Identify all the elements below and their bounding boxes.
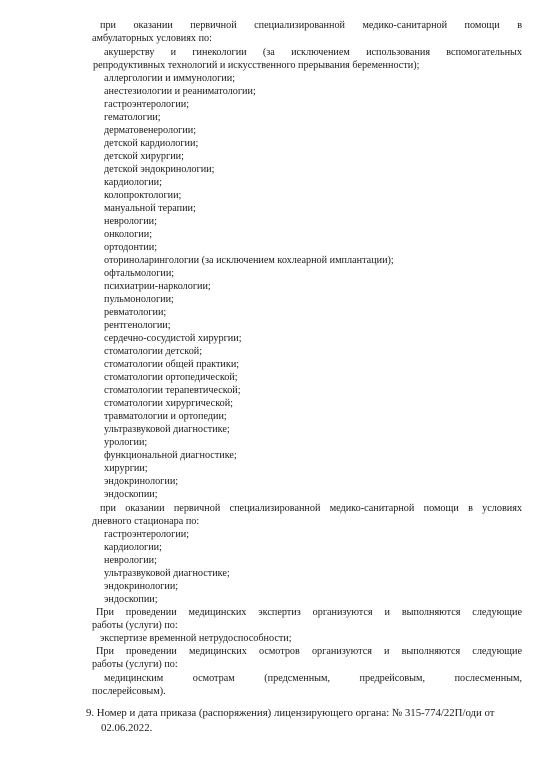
text-line: работы (услуги) по: [92,659,178,670]
text-line: стоматологии детской; [104,346,203,357]
text-line: колопроктологии; [104,190,182,201]
text-line: работы (услуги) по: [92,620,178,631]
text-line: при оказании первичной специализированной медико-санитарной помощи в [100,20,522,31]
text-line: эндоскопии; [104,594,158,605]
text-line: эндокринологии; [104,476,179,487]
text-line: ортодонтии; [104,242,158,253]
text-line: гастроэнтерологии; [104,529,190,540]
text-line: рентгенологии; [104,320,171,331]
text-line: амбулаторных условиях по: [92,33,212,44]
text-line: стоматологии ортопедической; [104,372,238,383]
text-line: медицинским осмотрам (предсменным, предрейсовым, послесменным, [104,673,522,684]
text-line: кардиологии; [104,542,162,553]
text-line: сердечно-сосудистой хирургии; [104,333,242,344]
text-line: гастроэнтерологии; [104,99,190,110]
text-line: психиатрии-наркологии; [104,281,211,292]
text-line: детской хирургии; [104,151,184,162]
text-line: офтальмологии; [104,268,175,279]
text-line: функциональной диагностике; [104,450,237,461]
text-line: кардиологии; [104,177,162,188]
text-line: оториноларингологии (за исключением кохлеарной имплантации); [104,255,394,266]
text-line: 02.06.2022. [101,722,153,734]
text-line: При проведении медицинских экспертиз организуются и выполняются следующие [96,607,522,618]
text-line: эндокринологии; [104,581,179,592]
text-line: эндоскопии; [104,489,158,500]
text-line: дерматовенерологии; [104,125,197,136]
text-line: хирургии; [104,463,148,474]
text-line: ультразвуковой диагностике; [104,568,230,579]
text-line: мануальной терапии; [104,203,196,214]
text-line: акушерству и гинекологии (за исключением использования вспомогательных [104,47,522,58]
text-line: стоматологии хирургической; [104,398,234,409]
text-line: урологии; [104,437,148,448]
text-line: травматологии и ортопедии; [104,411,227,422]
text-line: при оказании первичной специализированной медико-санитарной помощи в условиях [100,503,522,514]
text-line: При проведении медицинских осмотров организуются и выполняются следующие [96,646,522,657]
text-line: детской кардиологии; [104,138,199,149]
text-line: 9. Номер и дата приказа (распоряжения) лицензирующего органа: № 315-774/22П/оди от [86,707,495,719]
text-line: аллергологии и иммунологии; [104,73,236,84]
text-line: дневного стационара по: [92,516,200,527]
text-line: онкологии; [104,229,153,240]
text-line: экспертизе временной нетрудоспособности; [100,633,292,644]
text-line: неврологии; [104,216,157,227]
text-line: ревматологии; [104,307,167,318]
text-line: стоматологии общей практики; [104,359,240,370]
text-line: гематологии; [104,112,161,123]
text-line: неврологии; [104,555,157,566]
text-line: пульмонологии; [104,294,174,305]
text-line: ультразвуковой диагностике; [104,424,230,435]
text-line: репродуктивных технологий и искусственного прерывания беременности); [93,60,420,71]
text-line: детской эндокринологии; [104,164,215,175]
text-line: послерейсовым). [92,686,166,697]
text-line: стоматологии терапевтической; [104,385,241,396]
text-line: анестезиологии и реаниматологии; [104,86,256,97]
